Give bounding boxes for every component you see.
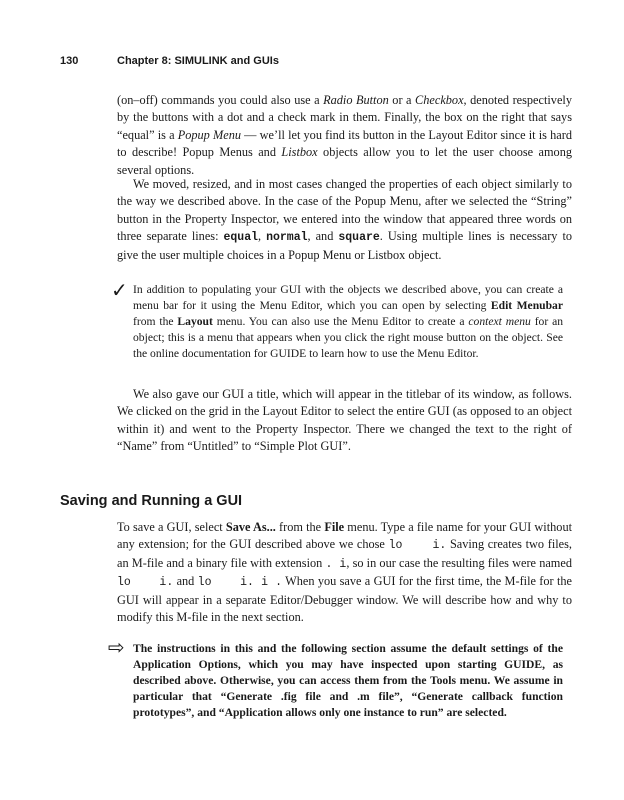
para2-text-2: , and	[307, 229, 339, 244]
para4-text-1: To save a GUI, select	[117, 520, 226, 534]
para4-text-3: menu. Type a file name for your GUI without any extension; for the GUI described above we chose	[117, 520, 573, 552]
para4-text-6: and	[173, 574, 198, 589]
check-mark-icon: ✓	[111, 280, 128, 302]
layout-menu-term: Layout	[177, 315, 213, 329]
note-application-options	[133, 641, 563, 721]
note1-text-1: In addition to populating your GUI with the objects we described above, you can create a menu bar for it using the Menu Editor, which you can open by selecting	[133, 283, 563, 313]
code-square: square	[338, 231, 380, 245]
paragraph-gui-title	[117, 386, 572, 456]
file-menu-term: File	[324, 520, 345, 534]
paragraph-save-gui	[117, 519, 572, 626]
context-menu-term: context menu	[468, 315, 531, 329]
checkbox-term: Checkbox	[415, 93, 464, 107]
para2-text-1: We moved, resized, and in most cases changed the properties of each object similarly to the way we described above. In the case of the Popup Menu, after we selected the “String” button in the Property Inspector, we entered into the window that appeared three words on three separate lines:	[117, 177, 572, 244]
para4-text-2: from the	[275, 520, 325, 534]
code-equal: equal	[223, 231, 259, 245]
running-header	[60, 55, 580, 73]
para2-text-3: . Using multiple lines is necessary to give the user multiple choices in a Popup Menu or Listbox object.	[117, 229, 573, 262]
radio-button-term: Radio Button	[323, 93, 389, 107]
code-mfile: lo i.	[117, 576, 174, 590]
note-menu-editor	[133, 282, 563, 362]
note2-text: The instructions in this and the following section assume the default settings of the Application Options, which you may have inspected upon starting GUIDE, as described above. Otherwise, you can access them from the Tools menu. We assume in particular that “Generate .fig file and .m file”, “Generate callback function prototypes”, and “Application allows only one instance to run” are selected.	[133, 642, 563, 720]
code-filename: lo i.	[388, 539, 447, 553]
para1-text-2: or a	[388, 93, 416, 107]
section-heading: Saving and Running a GUI	[60, 493, 243, 509]
para2-sep: ,	[258, 229, 267, 244]
para3-text: We also gave our GUI a title, which will appear in the titlebar of its window, as follows. We clicked on the grid in the Layout Editor to select the entire GUI (as opposed to an object within it) and went to the Property Inspector. There we changed the text to the right of “Name” from “Untitled” to “Simple Plot GUI”.	[117, 387, 572, 454]
arrow-right-icon: ⇨	[108, 637, 125, 659]
code-extension: . i	[325, 557, 347, 571]
paragraph-radio-checkbox	[117, 92, 572, 179]
para4-text-7: When you save a GUI for the first time, the M-file for the GUI will appear in a separate Editor/Debugger window. We will describe how and why to modify this M-file in the next section.	[117, 574, 572, 625]
code-normal: normal	[266, 231, 308, 245]
paragraph-popup-strings	[117, 176, 572, 264]
note1-text-4: for an object; this is a menu that appears when you click the right mouse button on the object. See the online documentation for GUIDE to learn how to use the Menu Editor.	[133, 315, 564, 361]
popup-menu-term: Popup Menu	[177, 127, 241, 142]
note1-text-3: menu. You can also use the Menu Editor to create a	[212, 315, 469, 329]
save-as-term: Save As...	[225, 520, 276, 534]
listbox-term: Listbox	[281, 145, 318, 160]
code-figfile: lo i. i .	[197, 576, 283, 590]
para1-text-1: (on–off) commands you could also use a	[117, 93, 324, 107]
edit-menubar-term: Edit Menubar	[490, 299, 563, 313]
chapter-title: Chapter 8: SIMULINK and GUIs	[117, 55, 279, 67]
para4-text-5: , so in our case the resulting files were named	[346, 555, 572, 570]
para1-text-4: — we’ll let you find its button in the Layout Editor since it is hard to describe! Popup Menus and	[117, 127, 572, 160]
para4-text-4: Saving creates two files, an M-file and a binary file with extension	[117, 537, 572, 570]
note1-text-2: from the	[133, 315, 178, 329]
para1-text-3: , denoted respectively by the buttons with a dot and a check mark in them. Finally, the box on the right that says “equal” is a	[117, 93, 572, 142]
page-number: 130	[60, 55, 79, 67]
para1-text-5: objects allow you to let the user choose among several options.	[117, 145, 572, 177]
